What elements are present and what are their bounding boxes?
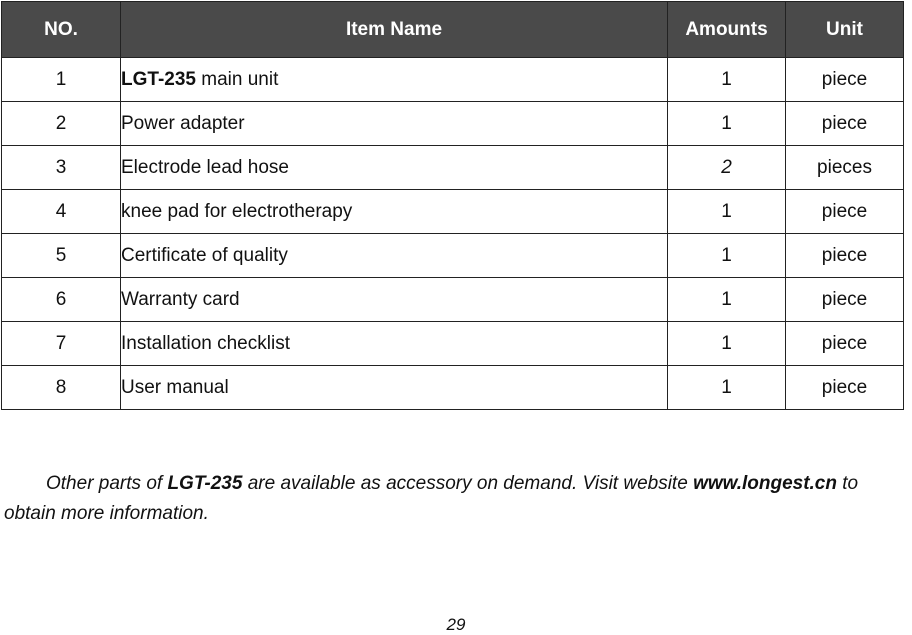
item-name <box>121 58 668 102</box>
row-number: 7 <box>2 322 121 366</box>
item-name-text: main unit <box>195 68 279 90</box>
table-row <box>2 190 904 234</box>
row-number: 4 <box>2 190 121 234</box>
table-row <box>2 278 904 322</box>
item-amount: 1 <box>668 278 786 322</box>
item-unit: piece <box>786 278 904 322</box>
header-amounts: Amounts <box>668 2 786 58</box>
table-row <box>2 234 904 278</box>
website-link[interactable]: www.longest.cn <box>693 473 837 494</box>
row-number: 2 <box>2 102 121 146</box>
row-number: 8 <box>2 366 121 410</box>
table-row <box>2 102 904 146</box>
table-row <box>2 322 904 366</box>
item-unit: piece <box>786 102 904 146</box>
model-name: LGT-235 <box>121 68 196 90</box>
item-unit: piece <box>786 366 904 410</box>
item-amount: 1 <box>668 190 786 234</box>
item-unit: piece <box>786 322 904 366</box>
table-row <box>2 146 904 190</box>
table-header-row <box>2 2 904 58</box>
item-amount: 1 <box>668 234 786 278</box>
note-text-1: Other parts of <box>46 473 168 494</box>
row-number: 5 <box>2 234 121 278</box>
item-amount: 1 <box>668 366 786 410</box>
accessory-note <box>4 469 910 529</box>
item-amount: 1 <box>668 58 786 102</box>
item-name: Certificate of quality <box>121 234 668 278</box>
item-unit: pieces <box>786 146 904 190</box>
note-text-3: to obtain more information. <box>4 473 859 524</box>
row-number: 3 <box>2 146 121 190</box>
item-name: knee pad for electrotherapy <box>121 190 668 234</box>
item-unit: piece <box>786 58 904 102</box>
item-name: Warranty card <box>121 278 668 322</box>
table-row <box>2 366 904 410</box>
header-item-name: Item Name <box>121 2 668 58</box>
parts-table <box>1 1 904 410</box>
item-unit: piece <box>786 190 904 234</box>
table-row <box>2 58 904 102</box>
note-model: LGT-235 <box>167 473 243 494</box>
item-name: User manual <box>121 366 668 410</box>
item-amount: 2 <box>668 146 786 190</box>
row-number: 1 <box>2 58 121 102</box>
header-no: NO. <box>2 2 121 58</box>
item-amount: 1 <box>668 322 786 366</box>
row-number: 6 <box>2 278 121 322</box>
item-unit: piece <box>786 234 904 278</box>
item-name: Installation checklist <box>121 322 668 366</box>
page-number: 29 <box>446 615 466 634</box>
header-unit: Unit <box>786 2 904 58</box>
note-text-2: are available as accessory on demand. Visit website <box>242 473 694 494</box>
item-amount: 1 <box>668 102 786 146</box>
item-name: Power adapter <box>121 102 668 146</box>
item-name: Electrode lead hose <box>121 146 668 190</box>
